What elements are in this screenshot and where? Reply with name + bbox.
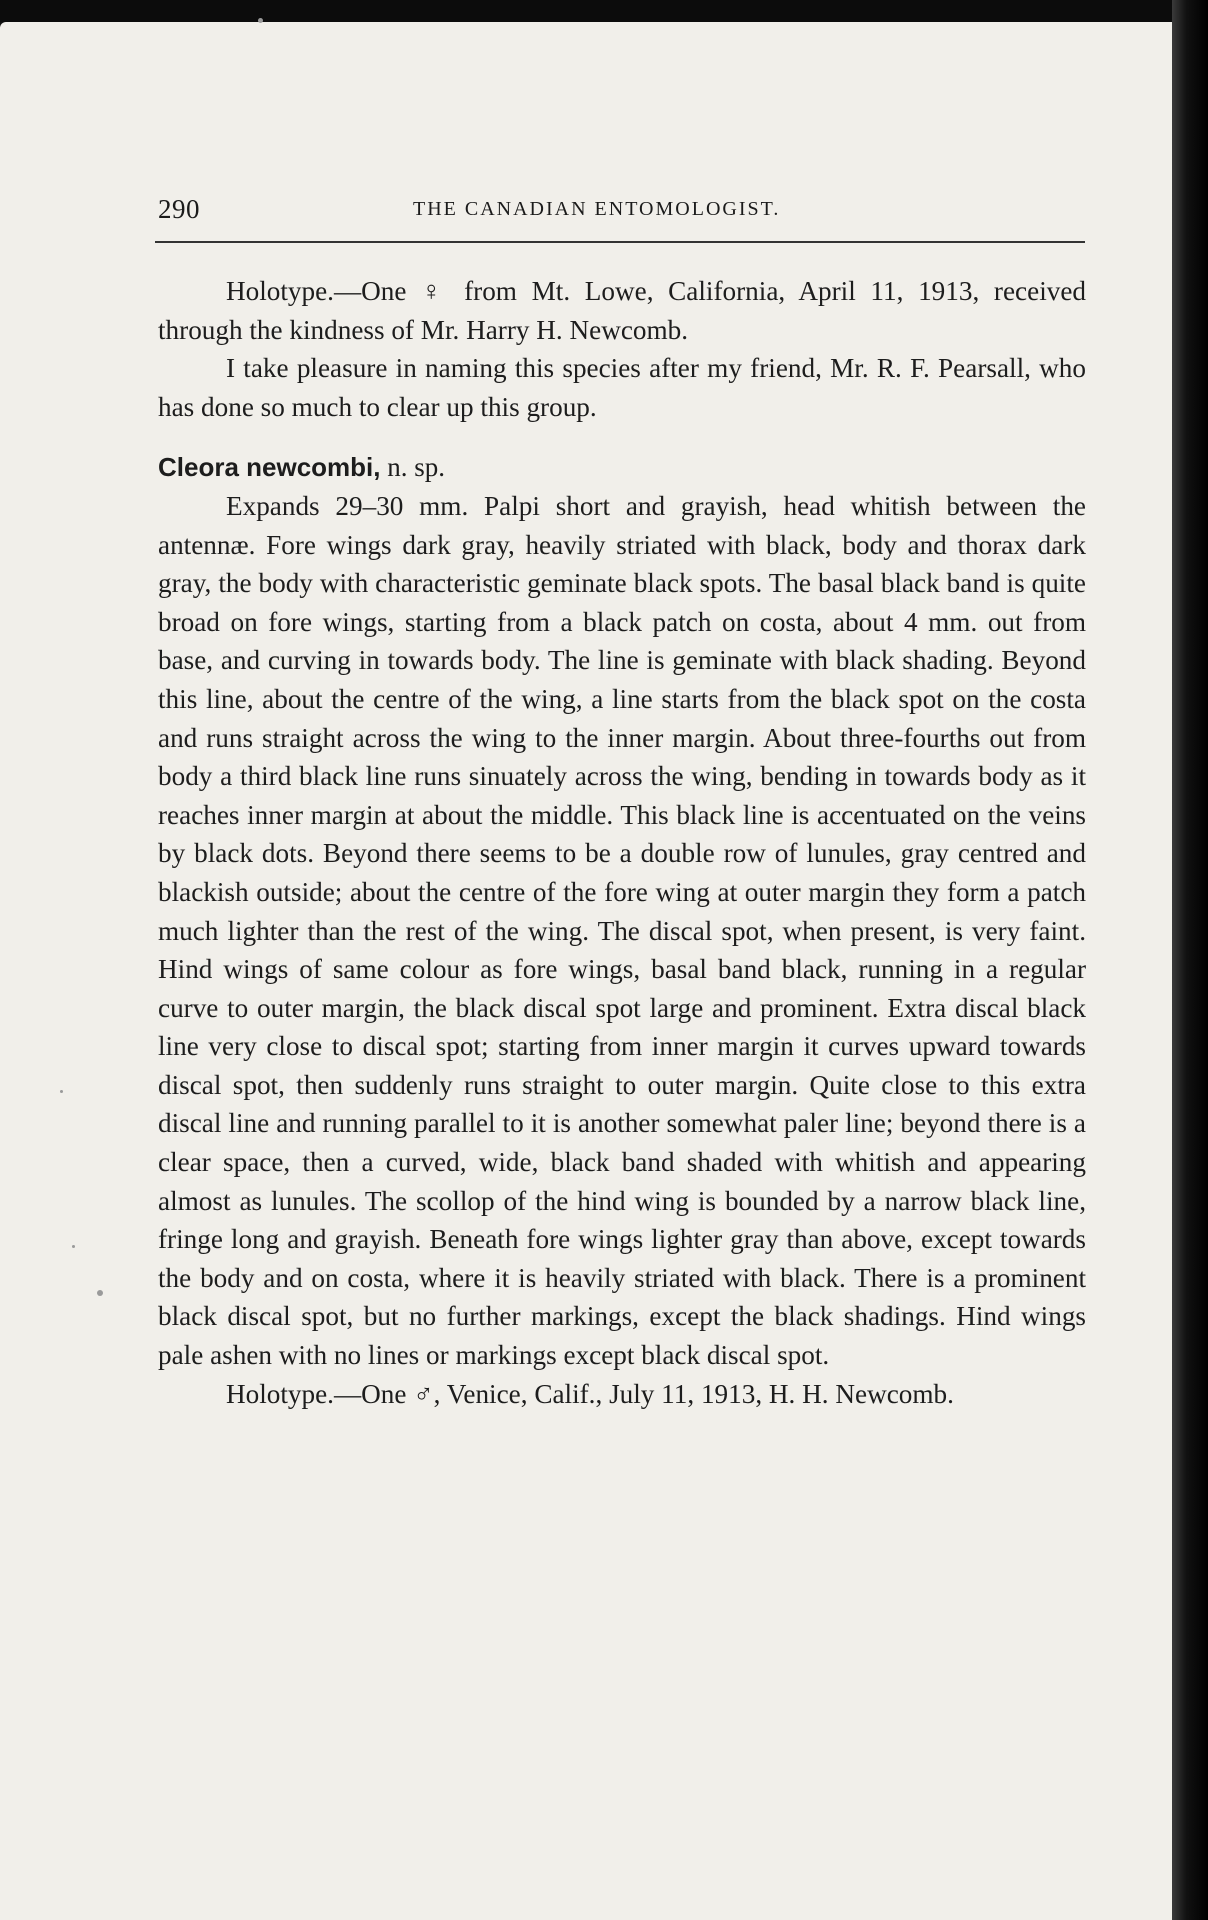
- dust-speck: [258, 18, 263, 23]
- page-header: [158, 194, 1088, 234]
- dust-speck: [97, 1290, 103, 1296]
- scan-right-edge: [1172, 0, 1208, 1920]
- species-description: Expands 29–30 mm. Palpi short and grayish, head whitish between the antennæ. Fore wings dark gray, heavily striated with black, body and thorax dark gray, the body with characteristic geminate black spots. The basal black band is quite broad on fore wings, starting from a black patch on costa, about 4 mm. out from base, and curving in towards body. The line is geminate with black shading. Beyond this line, about the centre of the wing, a line starts from the black spot on the costa and runs straight across the wing to the inner margin. About three-fourths out from body a third black line runs sinuately across the wing, bending in towards body as it reaches inner margin at about the middle. This black line is accentuated on the veins by black dots. Beyond there seems to be a double row of lunules, gray centred and blackish outside; about the centre of the fore wing at outer margin they form a patch much lighter than the rest of the wing. The discal spot, when present, is very faint. Hind wings of same colour as fore wings, basal band black, running in a regular curve to outer margin, the black discal spot large and prominent. Extra discal black line very close to discal spot; starting from inner margin it curves upward towards discal spot, then suddenly runs straight to outer margin. Quite close to this extra discal line and running parallel to it is another somewhat paler line; beyond there is a clear space, then a curved, wide, black band shaded with whitish and appearing almost as lunules. The scollop of the hind wing is bounded by a narrow black line, fringe long and grayish. Beneath fore wings lighter gray than above, except towards the body and on costa, where it is heavily striated with black. There is a prominent black discal spot, but no further markings, except the black shadings. Hind wings pale ashen with no lines or markings except black discal spot.: [158, 490, 1086, 1371]
- species-name: Cleora newcombi,: [158, 452, 381, 483]
- species-heading: [158, 448, 1086, 487]
- dust-speck: [60, 1090, 63, 1093]
- header-rule: [155, 241, 1085, 243]
- body-text: [158, 272, 1086, 1413]
- species-designation: n. sp.: [387, 452, 446, 483]
- running-head: THE CANADIAN ENTOMOLOGIST.: [413, 198, 781, 220]
- holotype-paragraph-pearsalli: Holotype.—One ♀ from Mt. Lowe, California, April 11, 1913, received through the kindness of Mr. Harry H. Newcomb.: [158, 276, 1086, 345]
- page-number: 290: [158, 194, 200, 224]
- dedication-paragraph: I take pleasure in naming this species after my friend, Mr. R. F. Pearsall, who has done so much to clear up this group.: [158, 353, 1086, 422]
- dust-speck: [72, 1245, 75, 1248]
- holotype-paragraph-newcombi: Holotype.—One ♂, Venice, Calif., July 11, 1913, H. H. Newcomb.: [226, 1378, 954, 1409]
- scan-top-edge: [0, 0, 1208, 22]
